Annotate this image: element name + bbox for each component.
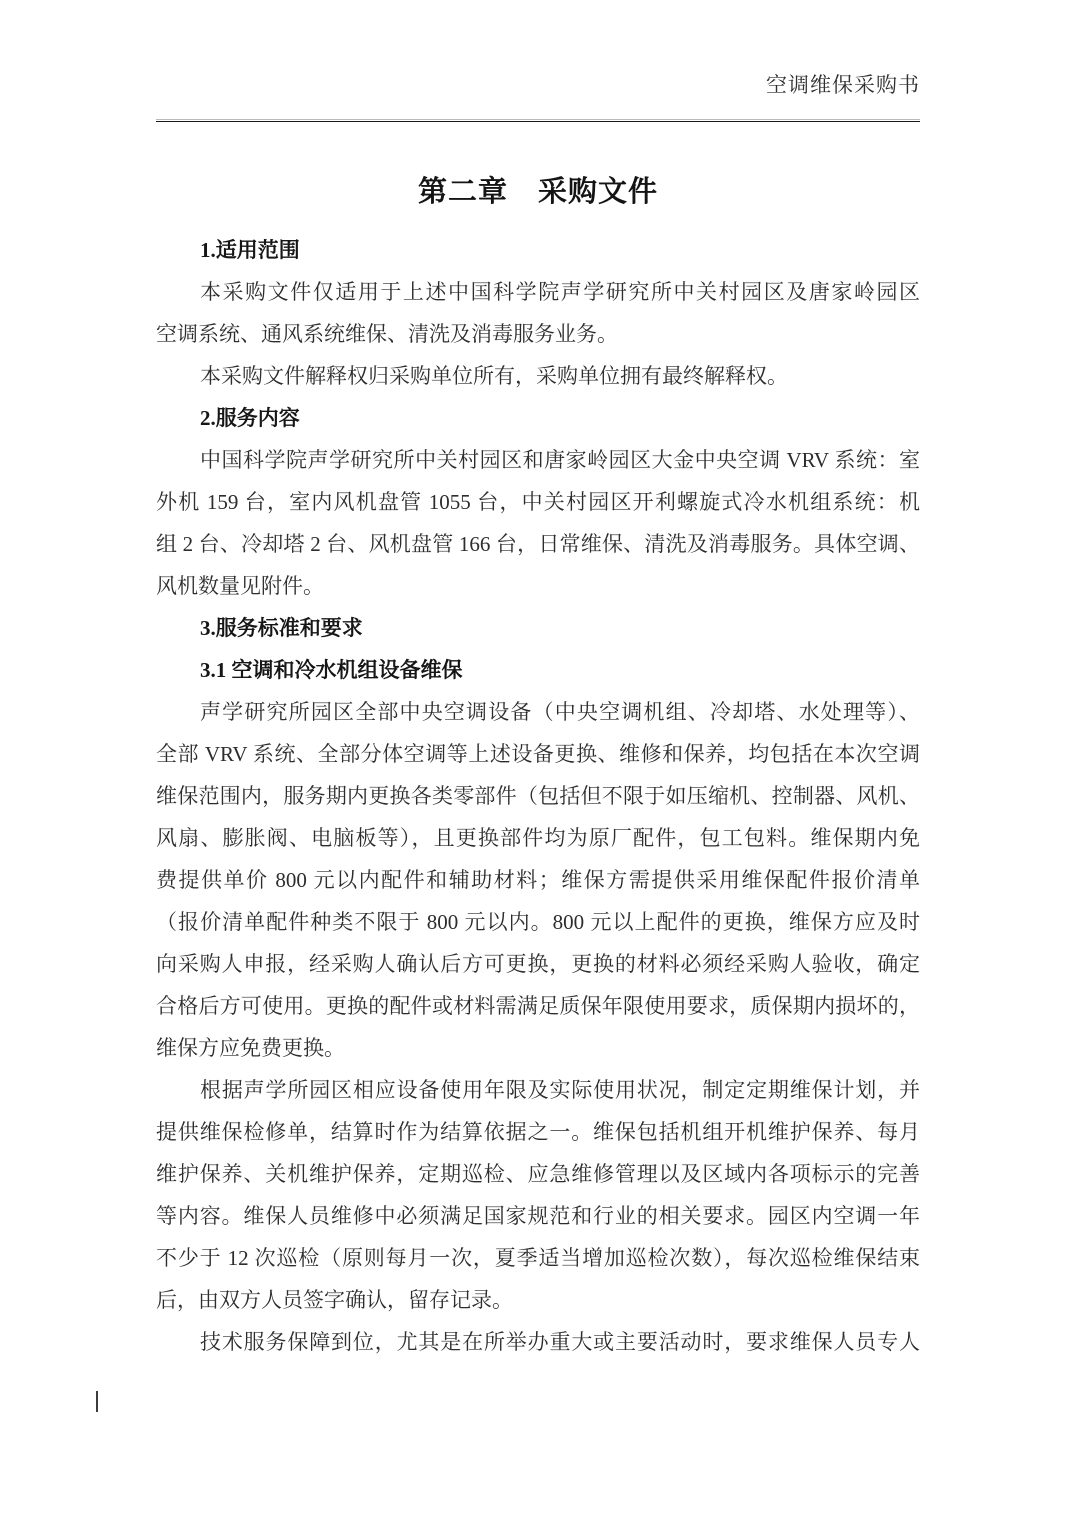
chapter-title: 第二章 采购文件: [417, 176, 658, 208]
paragraph-line: 根据声学所园区相应设备使用年限及实际使用状况，制定定期维保计划，并: [200, 1078, 920, 1102]
paragraph-line: 维保范围内，服务期内更换各类零部件（包括但不限于如压缩机、控制器、风机、: [156, 784, 920, 808]
document-page: [156, 0, 920, 1520]
paragraph-line: 空调系统、通风系统维保、清洗及消毒服务业务。: [156, 322, 618, 346]
paragraph-line: 中国科学院声学研究所中关村园区和唐家岭园区大金中央空调 VRV 系统：室: [200, 448, 920, 472]
paragraph-line: 风扇、膨胀阀、电脑板等），且更换部件均为原厂配件，包工包料。维保期内免: [156, 826, 920, 850]
paragraph-line: 向采购人申报，经采购人确认后方可更换，更换的材料必须经采购人验收，确定: [156, 952, 920, 976]
paragraph-line: 提供维保检修单，结算时作为结算依据之一。维保包括机组开机维护保养、每月: [156, 1120, 920, 1144]
document-body[interactable]: [156, 229, 920, 1363]
paragraph-line: 组 2 台、冷却塔 2 台、风机盘管 166 台，日常维保、清洗及消毒服务。具体空调、: [156, 532, 920, 556]
paragraph-line: 技术服务保障到位，尤其是在所举办重大或主要活动时，要求维保人员专人: [200, 1330, 920, 1354]
paragraph-line: 不少于 12 次巡检（原则每月一次，夏季适当增加巡检次数），每次巡检维保结束: [156, 1246, 920, 1270]
paragraph-line: 合格后方可使用。更换的配件或材料需满足质保年限使用要求，质保期内损坏的，: [156, 994, 920, 1018]
section-heading: 1.适用范围: [200, 238, 300, 262]
paragraph-line: 全部 VRV 系统、全部分体空调等上述设备更换、维修和保养，均包括在本次空调: [156, 742, 920, 766]
paragraph-line: 声学研究所园区全部中央空调设备（中央空调机组、冷却塔、水处理等）、: [200, 700, 920, 724]
section-heading: 3.服务标准和要求: [200, 616, 363, 640]
text-caret: [96, 1391, 98, 1412]
paragraph-line: 费提供单价 800 元以内配件和辅助材料；维保方需提供采用维保配件报价清单: [156, 868, 920, 892]
page-header-text: 空调维保采购书: [766, 73, 920, 97]
paragraph-line: 本采购文件仅适用于上述中国科学院声学研究所中关村园区及唐家岭园区: [200, 280, 920, 304]
paragraph-line: 本采购文件解释权归采购单位所有，采购单位拥有最终解释权。: [200, 364, 788, 388]
paragraph-line: 后，由双方人员签字确认，留存记录。: [156, 1288, 513, 1312]
paragraph-line: 维护保养、关机维护保养，定期巡检、应急维修管理以及区域内各项标示的完善: [156, 1162, 920, 1186]
section-heading: 2.服务内容: [200, 406, 300, 430]
paragraph-line: （报价清单配件种类不限于 800 元以内。800 元以上配件的更换，维保方应及时: [156, 910, 920, 934]
section-heading: 3.1 空调和冷水机组设备维保: [200, 658, 463, 682]
paragraph-line: 风机数量见附件。: [156, 574, 324, 598]
paragraph-line: 等内容。维保人员维修中必须满足国家规范和行业的相关要求。园区内空调一年: [156, 1204, 920, 1228]
paragraph-line: 维保方应免费更换。: [156, 1036, 345, 1060]
header-rule: [156, 119, 920, 120]
paragraph-line: 外机 159 台，室内风机盘管 1055 台，中关村园区开利螺旋式冷水机组系统：机: [156, 490, 920, 514]
